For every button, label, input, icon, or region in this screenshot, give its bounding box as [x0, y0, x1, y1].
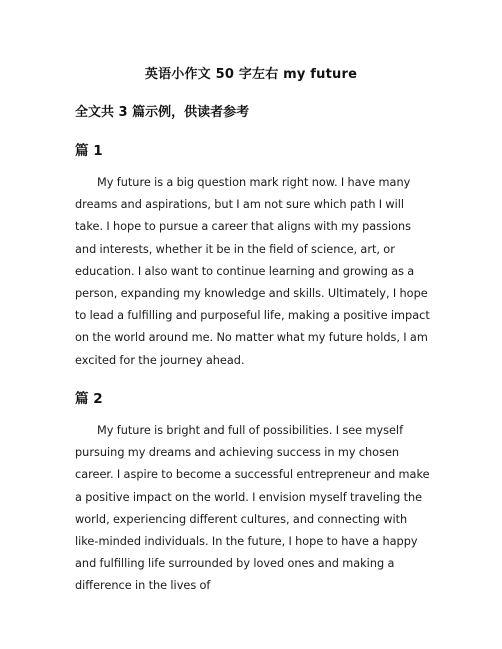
document-subtitle: 全文共 3 篇示例，供读者参考 — [75, 105, 250, 120]
section-heading: 篇 2 — [75, 391, 103, 407]
section-paragraph: My future is bright and full of possibilities. I see myself pursuing my dreams and achieving success in my chosen career. I aspire to become a successful entrepreneur and make a positive impact on the world. I envision myself traveling the world, experiencing different cultures, and connecting with like-minded individuals. In the future, I hope to have a happy and fulfilling life surrounded by loved ones and making a difference in the lives of — [75, 424, 430, 593]
document-title: 英语小作文 50 字左右 my future — [144, 67, 358, 82]
section-heading: 篇 1 — [75, 143, 103, 159]
section-paragraph: My future is a big question mark right now. I have many dreams and aspirations, but I am not sure which path I will take. I hope to pursue a career that aligns with my passions and interests, whether it be in the field of science, art, or education. I also want to continue learning and growing as a person, expanding my knowledge and skills. Ultimately, I hope to lead a fulfilling and purposeful life, making a positive impact on the world around me. No matter what my future holds, I am excited for the journey ahead. — [75, 176, 430, 367]
